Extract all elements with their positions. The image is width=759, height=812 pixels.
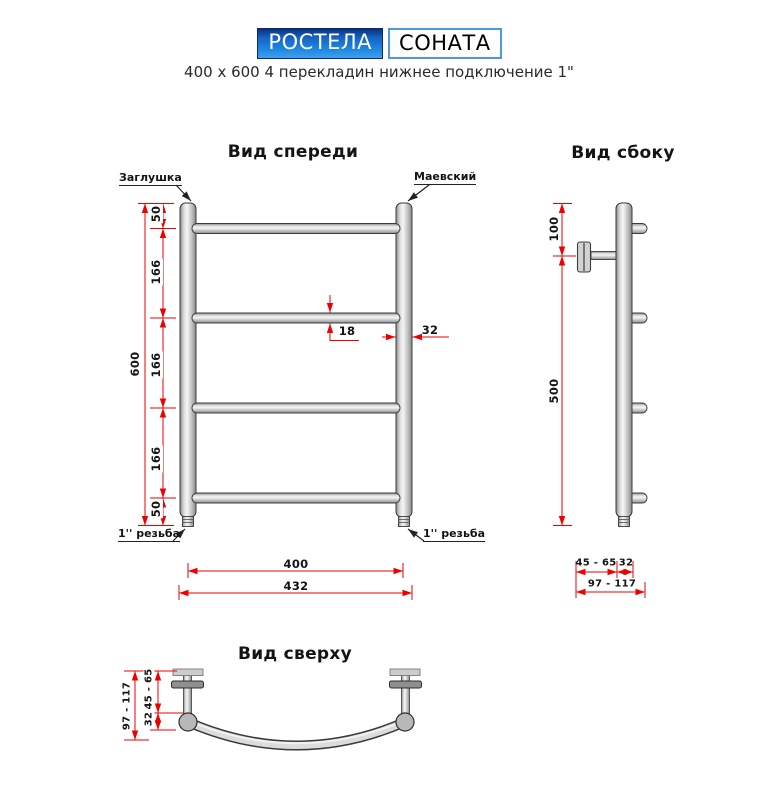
front-view-title: Вид спереди — [227, 142, 359, 162]
side-view-title: Вид сбоку — [571, 143, 675, 163]
top-wall-flanges — [172, 669, 422, 688]
top-right-riser-section — [396, 713, 414, 731]
front-view-drawing — [138, 185, 449, 600]
side-dim-top-to-bracket: 100 — [547, 216, 561, 242]
side-view-drawing — [553, 203, 647, 598]
top-curved-crossbar — [188, 721, 405, 746]
product-subtitle: 400 x 600 4 перекладин нижнее подключение 1" — [184, 63, 574, 81]
front-dim-riser-diameter: 32 — [421, 323, 439, 337]
front-dim-seg-3: 166 — [149, 446, 163, 472]
cap-label: Заглушка — [119, 171, 182, 184]
side-thread-end — [619, 517, 630, 527]
side-dim-wall-clearance: 45 - 65 — [575, 557, 617, 569]
air-valve-label: Маевский — [414, 170, 477, 183]
top-left-riser-section — [179, 713, 197, 731]
thread-label-left: 1'' резьба — [118, 527, 181, 540]
side-dim-riser-diameter: 32 — [618, 557, 634, 569]
side-wall-bracket — [578, 242, 619, 272]
front-leader-lines — [173, 185, 429, 541]
top-view-title: Вид сверху — [237, 644, 353, 664]
top-right-arm — [402, 670, 410, 714]
thread-label-right: 1'' резьба — [423, 527, 486, 540]
front-left-riser — [180, 203, 196, 517]
front-dim-overall-width: 432 — [283, 579, 309, 593]
brand-logo: РОСТЕЛА — [257, 28, 383, 59]
top-dim-overall-depth: 97 - 117 — [121, 681, 133, 731]
side-riser — [616, 203, 632, 517]
front-dim-crossbar-diameter: 18 — [338, 324, 356, 338]
front-dim-seg-top: 50 — [149, 205, 163, 223]
top-left-arm — [184, 670, 192, 714]
top-dim-wall-clearance: 45 - 65 — [143, 668, 155, 710]
front-right-riser — [396, 203, 412, 517]
front-dim-seg-1: 166 — [149, 259, 163, 285]
front-thread-ends — [183, 517, 410, 527]
front-crossbars — [192, 224, 400, 504]
front-dim-total-height: 600 — [128, 351, 142, 377]
front-dim-axis-width: 400 — [283, 557, 309, 571]
brand-model: СОНАТА — [388, 28, 502, 59]
front-dim-seg-bottom: 50 — [149, 500, 163, 518]
side-dim-overall-depth: 97 - 117 — [587, 578, 637, 590]
side-dim-bracket-span: 500 — [547, 378, 561, 404]
top-dim-riser-diameter: 32 — [143, 711, 155, 727]
front-dim-seg-2: 166 — [149, 352, 163, 378]
top-view-drawing — [121, 669, 422, 746]
